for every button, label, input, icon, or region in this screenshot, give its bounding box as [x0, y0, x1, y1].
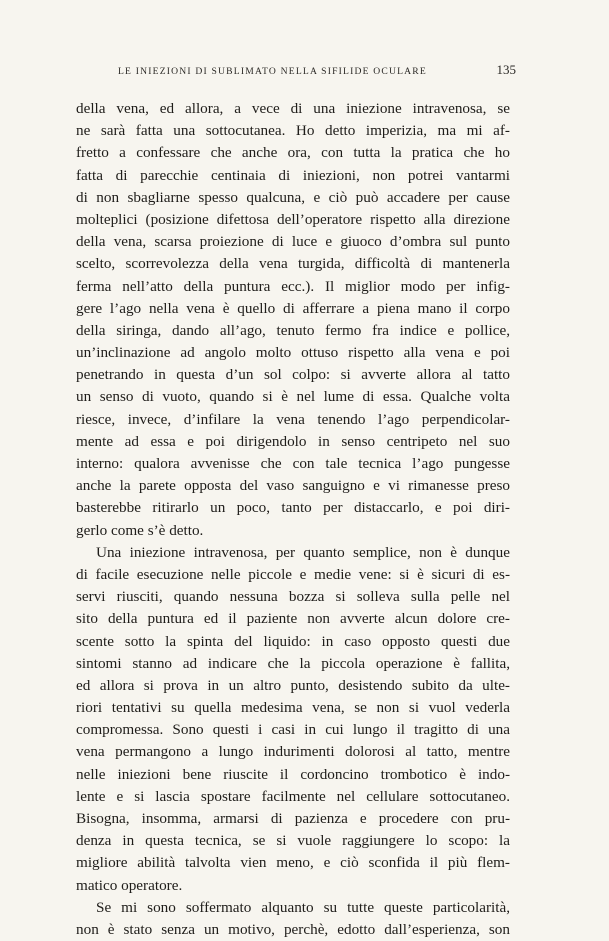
text-line: interno: qualora avvenisse che con tale tecnica l’ago pungesse: [76, 455, 510, 472]
text-line: denza in questa tecnica, se si vuole raggiungere lo scopo: la: [76, 832, 510, 850]
text-line: di non sbagliarne spesso qualcuna, e ciò può accadere per cause: [76, 188, 510, 206]
text-line: lente e si lascia spostare facilmente nel cellulare sottocutaneo.: [76, 787, 510, 805]
text-line: fatta di parecchie centinaia di iniezioni, non potrei vantarmi: [76, 166, 510, 184]
text-line: ne sarà fatta una sottocutanea. Ho detto imperizia, ma mi af-: [76, 122, 510, 140]
text-line: della vena, scarsa proiezione di luce e giuoco d’ombra sul punto: [76, 233, 510, 251]
text-line: riori tentativi su quella medesima vena, se non si vuol vederla: [76, 699, 510, 717]
text-line: fretto a confessare che anche ora, con tutta la pratica che ho: [76, 144, 510, 162]
text-line: gerlo come s’è detto.: [76, 521, 204, 539]
text-line: della siringa, dando all’ago, tenuto fermo fra indice e pollice,: [76, 321, 510, 339]
text-line: servi riusciti, quando nessuna bozza si solleva sulla pelle nel: [76, 588, 510, 606]
text-line: Bisogna, insomma, armarsi di pazienza e procedere con pru-: [76, 810, 510, 827]
text-line: matico operatore.: [76, 876, 183, 894]
text-line: compromessa. Sono questi i casi in cui lungo il tragitto di una: [76, 721, 510, 739]
paragraph: [76, 897, 510, 941]
text-line: non è stato senza un motivo, perchè, edotto dall’esperienza, son: [76, 920, 510, 938]
text-line: sito della puntura ed il paziente non avverte alcun dolore cre-: [76, 610, 510, 628]
text-line: vena permangono a lungo indurimenti dolorosi al tatto, mentre: [76, 743, 510, 761]
body-text: [76, 98, 510, 941]
text-line: scente sotto la spinta del liquido: in caso opposto questi due: [76, 632, 510, 650]
text-line: ferma nell’atto della puntura ecc.). Il miglior modo per infig-: [76, 277, 510, 295]
text-line: Una iniezione intravenosa, per quanto semplice, non è dunque: [96, 543, 510, 561]
text-line: penetrando in questa d’un sol colpo: si avverte allora al tatto: [76, 366, 510, 384]
paragraph: [76, 98, 510, 542]
text-line: della vena, ed allora, a vece di una iniezione intravenosa, se: [76, 100, 510, 117]
text-line: anche la parete opposta del vaso sanguigno e vi rimanesse preso: [76, 477, 510, 495]
text-line: gere l’ago nella vena è quello di afferrare a piena mano il corpo: [76, 299, 510, 317]
text-line: ed allora si prova in un altro punto, desistendo subito da ulte-: [76, 676, 510, 694]
text-line: basterebbe ritirarlo un poco, tanto per distaccarlo, e poi diri-: [76, 499, 510, 517]
text-line: scelto, scorrevolezza della vena turgida, difficoltà di mantenerla: [76, 255, 510, 273]
running-title: LE INIEZIONI DI SUBLIMATO NELLA SIFILIDE OCULARE: [118, 66, 427, 77]
text-line: nelle iniezioni bene riuscite il cordoncino trombotico è indo-: [76, 765, 510, 783]
paragraph: [76, 542, 510, 897]
text-line: un’inclinazione ad angolo molto ottuso rispetto alla vena e poi: [76, 344, 510, 362]
text-line: riesce, invece, d’infilare la vena tenendo l’ago perpendicolar-: [76, 410, 510, 428]
text-line: Se mi sono soffermato alquanto su tutte queste particolarità,: [96, 898, 510, 916]
page-header: [88, 62, 516, 78]
text-line: molteplici (posizione difettosa dell’operatore rispetto alla direzione: [76, 210, 510, 228]
text-line: migliore abilità talvolta vien meno, e ciò sconfida il più flem-: [76, 854, 510, 872]
text-line: un senso di vuoto, quando si è nel lume di essa. Qualche volta: [76, 388, 510, 406]
text-line: sintomi stanno ad indicare che la piccola operazione è fallita,: [76, 654, 510, 672]
text-line: mente ad essa e poi dirigendolo in senso centripeto nel suo: [76, 432, 510, 450]
page-number: 135: [496, 62, 516, 77]
text-line: di facile esecuzione nelle piccole e medie vene: si è sicuri di es-: [76, 565, 510, 583]
